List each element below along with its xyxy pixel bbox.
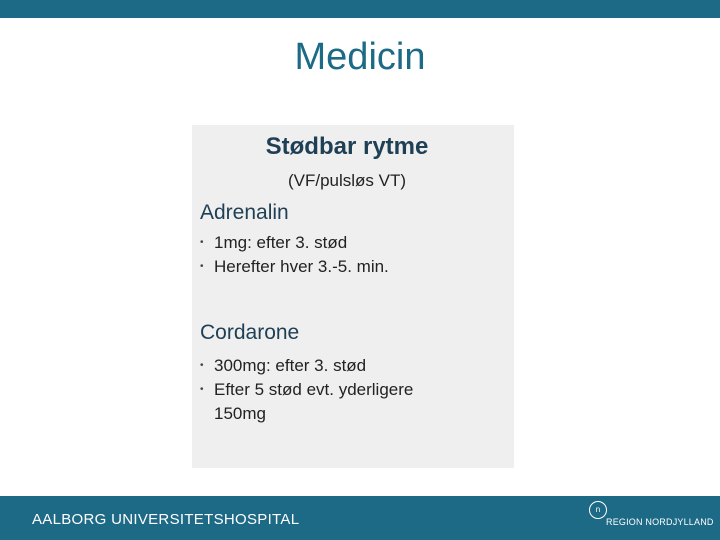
footer-bar (0, 496, 720, 540)
panel-heading: Stødbar rytme (265, 133, 429, 160)
top-bar (0, 0, 720, 18)
list-item: • 300mg: efter 3. stød (200, 354, 454, 378)
list-item: • 1mg: efter 3. stød (200, 231, 454, 255)
drug-name-cordarone: Cordarone (200, 321, 300, 344)
hospital-name: AALBORG UNIVERSITETSHOSPITAL (32, 511, 300, 528)
panel-subheading: (VF/pulsløs VT) (287, 171, 407, 190)
list-item: • Herefter hver 3.-5. min. (200, 255, 454, 279)
slide-title: Medicin (294, 36, 426, 78)
drug-name-adrenalin: Adrenalin (200, 201, 289, 224)
adrenalin-list (200, 231, 454, 279)
bullet-icon: • (200, 360, 204, 371)
bullet-icon: • (200, 237, 204, 248)
list-item: • Efter 5 stød evt. yderligere 150mg (200, 380, 414, 423)
bullet-icon: • (200, 384, 204, 395)
region-logo-icon: n (589, 501, 607, 519)
cordarone-list (200, 354, 454, 426)
region-name: REGION NORDJYLLAND (606, 517, 714, 527)
content-panel (192, 125, 514, 468)
bullet-icon: • (200, 261, 204, 272)
